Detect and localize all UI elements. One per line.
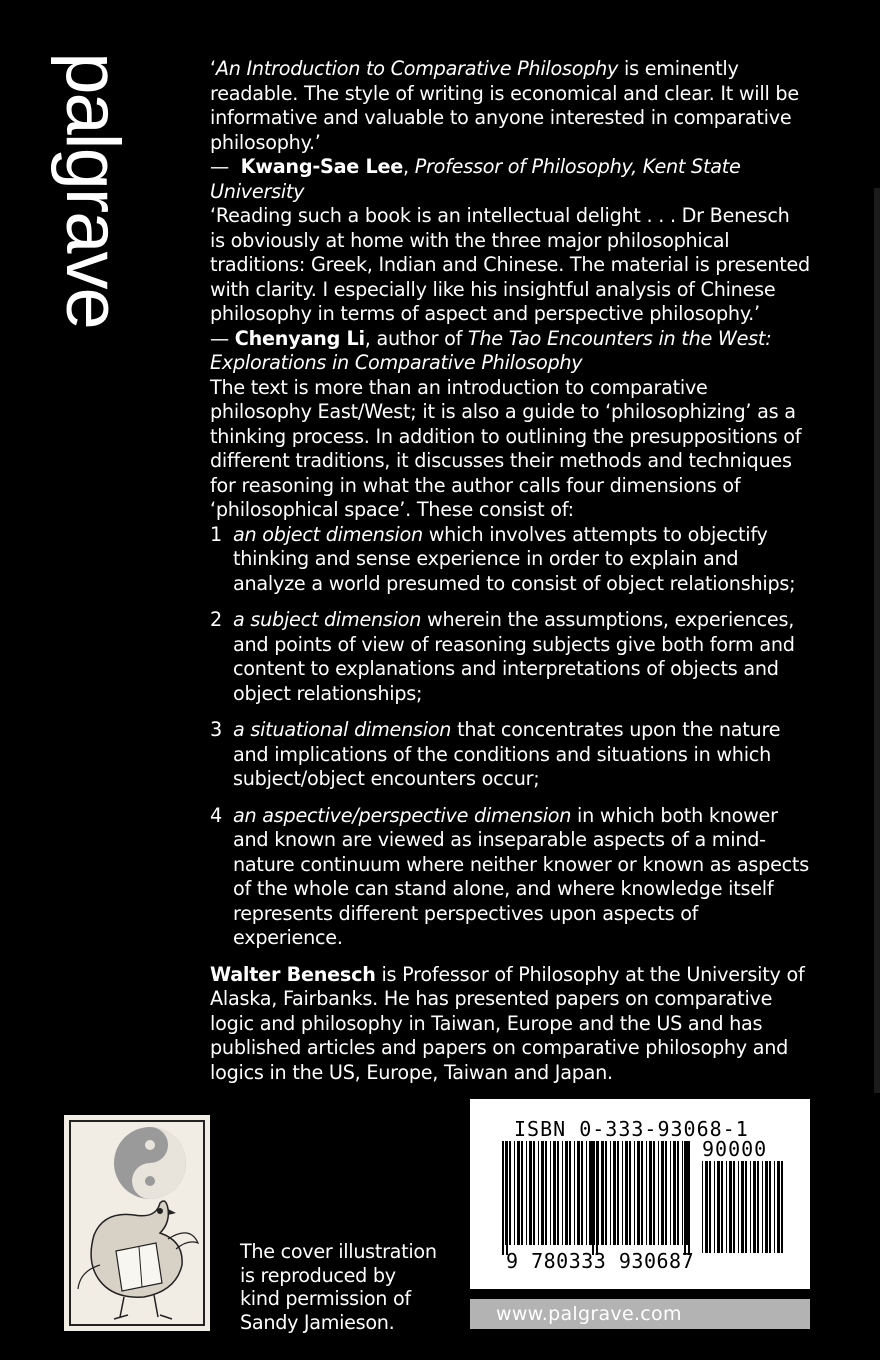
barcode-bar bbox=[589, 1141, 592, 1245]
barcode-bar bbox=[765, 1161, 768, 1253]
barcode-bar bbox=[753, 1161, 756, 1253]
quote1-affiliation: Professor of Philosophy, Kent State University bbox=[210, 155, 741, 203]
barcode-bar bbox=[653, 1141, 655, 1245]
barcode-bar bbox=[661, 1141, 664, 1245]
barcode-bar bbox=[762, 1161, 763, 1253]
publisher-logo-text: palgrave bbox=[50, 52, 135, 328]
illustration-drawing bbox=[64, 1115, 210, 1331]
list-item bbox=[210, 718, 810, 792]
back-cover-text bbox=[210, 57, 810, 1085]
barcode-bar bbox=[562, 1141, 563, 1245]
list-item bbox=[210, 523, 810, 597]
barcode-bar bbox=[781, 1161, 783, 1253]
barcode-bar bbox=[646, 1141, 647, 1245]
list-item-number: 4 bbox=[210, 803, 222, 827]
ean-number: 9 780333 930687 bbox=[506, 1249, 695, 1273]
barcode-guard-bar bbox=[596, 1141, 598, 1255]
barcode-bar bbox=[777, 1161, 780, 1253]
list-item-term: a situational dimension bbox=[233, 718, 452, 741]
dimensions-list bbox=[210, 523, 810, 951]
price-addon-number: 90000 bbox=[702, 1137, 768, 1161]
description-intro: The text is more than an introduction to comparative philosophy East/West; it is also a guide to ‘philosophizing’ as a thinking process. In addition to outlining the presuppositions of different traditions, it discusses their methods and techniques for reasoning in what the author calls four dimensions of ‘philosophical space’. These consist of: bbox=[210, 375, 802, 521]
barcode-bar bbox=[610, 1141, 611, 1245]
list-item-description: wherein the assumptions, experiences, and points of view of reasoning subjects give both form and content to explanations and interpretations of objects and object relationships; bbox=[233, 608, 795, 705]
barcode-bar bbox=[601, 1141, 604, 1245]
barcode-bar bbox=[741, 1161, 744, 1253]
quote1-text: is eminently readable. The style of writing is economical and clear. It will be informative and valuable to anyone interested in comparative philosophy. bbox=[210, 57, 799, 154]
quote1-author: Kwang-Sae Lee bbox=[240, 155, 404, 178]
barcode-bar bbox=[733, 1161, 735, 1253]
barcode-bar bbox=[634, 1141, 635, 1245]
barcode-bar bbox=[641, 1141, 643, 1245]
barcode-bar bbox=[729, 1161, 732, 1253]
barcode-bar bbox=[702, 1161, 703, 1253]
list-item-term: a subject dimension bbox=[233, 608, 422, 631]
bio-name: Walter Benesch bbox=[210, 962, 376, 986]
quote2-author: Chenyang Li bbox=[234, 326, 365, 350]
barcode-bar bbox=[750, 1161, 751, 1253]
cover-edge-line bbox=[874, 188, 880, 1093]
barcode-bar bbox=[717, 1161, 720, 1253]
barcode-bar bbox=[721, 1161, 723, 1253]
barcode-bar bbox=[533, 1141, 535, 1245]
quote1-book-title: An Introduction to Comparative Philosophy bbox=[215, 57, 619, 80]
barcode-guard-bar bbox=[502, 1141, 504, 1255]
barcode-bar bbox=[774, 1161, 775, 1253]
list-item-description: which involves attempts to objectify thinking and sense experience in order to explain and analyze a world presumed to consist of object relationships; bbox=[233, 522, 796, 595]
list-item-term: an object dimension bbox=[233, 522, 423, 546]
barcode-bar bbox=[517, 1141, 520, 1245]
barcode-bar bbox=[637, 1141, 640, 1245]
barcode-bar bbox=[550, 1141, 551, 1245]
barcode-bar bbox=[581, 1141, 583, 1245]
barcode-bar bbox=[649, 1141, 652, 1245]
barcode-bar bbox=[574, 1141, 575, 1245]
barcode-bar bbox=[565, 1141, 568, 1245]
barcode-bar bbox=[569, 1141, 571, 1245]
barcode-bar bbox=[586, 1141, 587, 1245]
barcode-bar bbox=[577, 1141, 580, 1245]
list-item bbox=[210, 804, 810, 951]
barcode-bar bbox=[726, 1161, 727, 1253]
website-url: www.palgrave.com bbox=[470, 1299, 810, 1329]
barcode-bar bbox=[541, 1141, 544, 1245]
barcode-bar bbox=[757, 1161, 759, 1253]
barcode-bar bbox=[545, 1141, 547, 1245]
list-item-number: 3 bbox=[210, 718, 222, 741]
quote2-book: The Tao Encounters in the West: Explorations in Comparative Philosophy bbox=[210, 326, 772, 374]
barcode-bar bbox=[613, 1141, 616, 1245]
barcode-bar bbox=[622, 1141, 623, 1245]
illustration-caption: The cover illustration is reproduced by kind permission of Sandy Jamieson. bbox=[240, 1240, 437, 1334]
bio-text: is Professor of Philosophy at the University of Alaska, Fairbanks. He has presented papers on comparative logic and philosophy in Taiwan, Europe and the US and has published articles and papers on comparative philosophy and logics in the US, Europe, Taiwan and Japan. bbox=[210, 962, 805, 1084]
list-item-description: in which both knower and known are viewed as inseparable aspects of a mind-nature continuum where neither knower or known as aspects of the whole can stand alone, and where knowledge itself represents different perspectives upon aspects of experience. bbox=[233, 803, 809, 949]
barcode-bar bbox=[605, 1141, 607, 1245]
cover-illustration bbox=[64, 1115, 210, 1331]
list-item bbox=[210, 608, 810, 706]
publisher-logo bbox=[36, 52, 148, 328]
barcode-bar bbox=[658, 1141, 659, 1245]
barcode-guard-bar bbox=[592, 1141, 594, 1255]
list-item-number: 1 bbox=[210, 522, 222, 546]
list-item-term: an aspective/perspective dimension bbox=[233, 803, 572, 827]
list-item-number: 2 bbox=[210, 608, 222, 631]
barcode-bar bbox=[670, 1141, 671, 1245]
barcode-bar bbox=[705, 1161, 708, 1253]
barcode-bar bbox=[617, 1141, 619, 1245]
barcode-bar bbox=[665, 1141, 667, 1245]
barcode-bar bbox=[709, 1161, 711, 1253]
barcode-bar bbox=[553, 1141, 556, 1245]
barcode-guard-bar bbox=[684, 1141, 686, 1255]
barcode-bar bbox=[629, 1141, 631, 1245]
author-bio bbox=[210, 963, 810, 1086]
barcode-bar bbox=[557, 1141, 559, 1245]
barcode-bar bbox=[521, 1141, 523, 1245]
quote2-text: Reading such a book is an intellectual delight . . . Dr Benesch is obviously at home with the three major philosophical traditions: Greek, Indian and Chinese. The material is presented with clarity. I especially like his insightful analysis of Chinese philosophy in terms of aspect and perspective philosophy. bbox=[210, 204, 810, 325]
barcode-guard-bar bbox=[506, 1141, 508, 1255]
barcode-bar bbox=[738, 1161, 739, 1253]
list-item-description: that concentrates upon the nature and implications of the conditions and situations in which subject/object encounters occur; bbox=[233, 718, 781, 790]
barcode-bar bbox=[526, 1141, 527, 1245]
barcode-bar bbox=[514, 1141, 515, 1245]
barcode-guard-bar bbox=[688, 1141, 690, 1255]
quote2-author-role: , author of bbox=[364, 326, 468, 350]
barcode-bar bbox=[598, 1141, 599, 1245]
barcode-bar bbox=[745, 1161, 747, 1253]
barcode-bar bbox=[538, 1141, 539, 1245]
isbn-number: ISBN 0-333-93068-1 bbox=[514, 1117, 749, 1141]
barcode-bar bbox=[625, 1141, 628, 1245]
barcode-bar bbox=[673, 1141, 676, 1245]
review-quote-2: ‘Reading such a book is an intellectual delight . . . Dr Benesch is obviously at home with the three major philosophical traditions: Greek, Indian and Chinese. The material is presented with clarity. I especially like his insightful analysis of Chinese philosophy in terms of aspect and perspective philosophy.’ — Chenyang Li, author of The Tao Encounters in the West: Explorations in Comparative Philosophy bbox=[210, 204, 810, 374]
review-quote-1: ‘An Introduction to Comparative Philosophy is eminently readable. The style of writing is economical and clear. It will be informative and valuable to anyone interested in comparative philosophy.’ — Kwang-Sae Lee, Professor of Philosophy, Kent State University bbox=[210, 57, 799, 203]
isbn-barcode bbox=[470, 1099, 810, 1289]
barcode-bar bbox=[714, 1161, 715, 1253]
barcode-bar bbox=[509, 1141, 511, 1245]
barcode-bar bbox=[529, 1141, 532, 1245]
barcode-bar bbox=[769, 1161, 771, 1253]
barcode-bar bbox=[677, 1141, 679, 1245]
barcode-bar bbox=[682, 1141, 683, 1245]
